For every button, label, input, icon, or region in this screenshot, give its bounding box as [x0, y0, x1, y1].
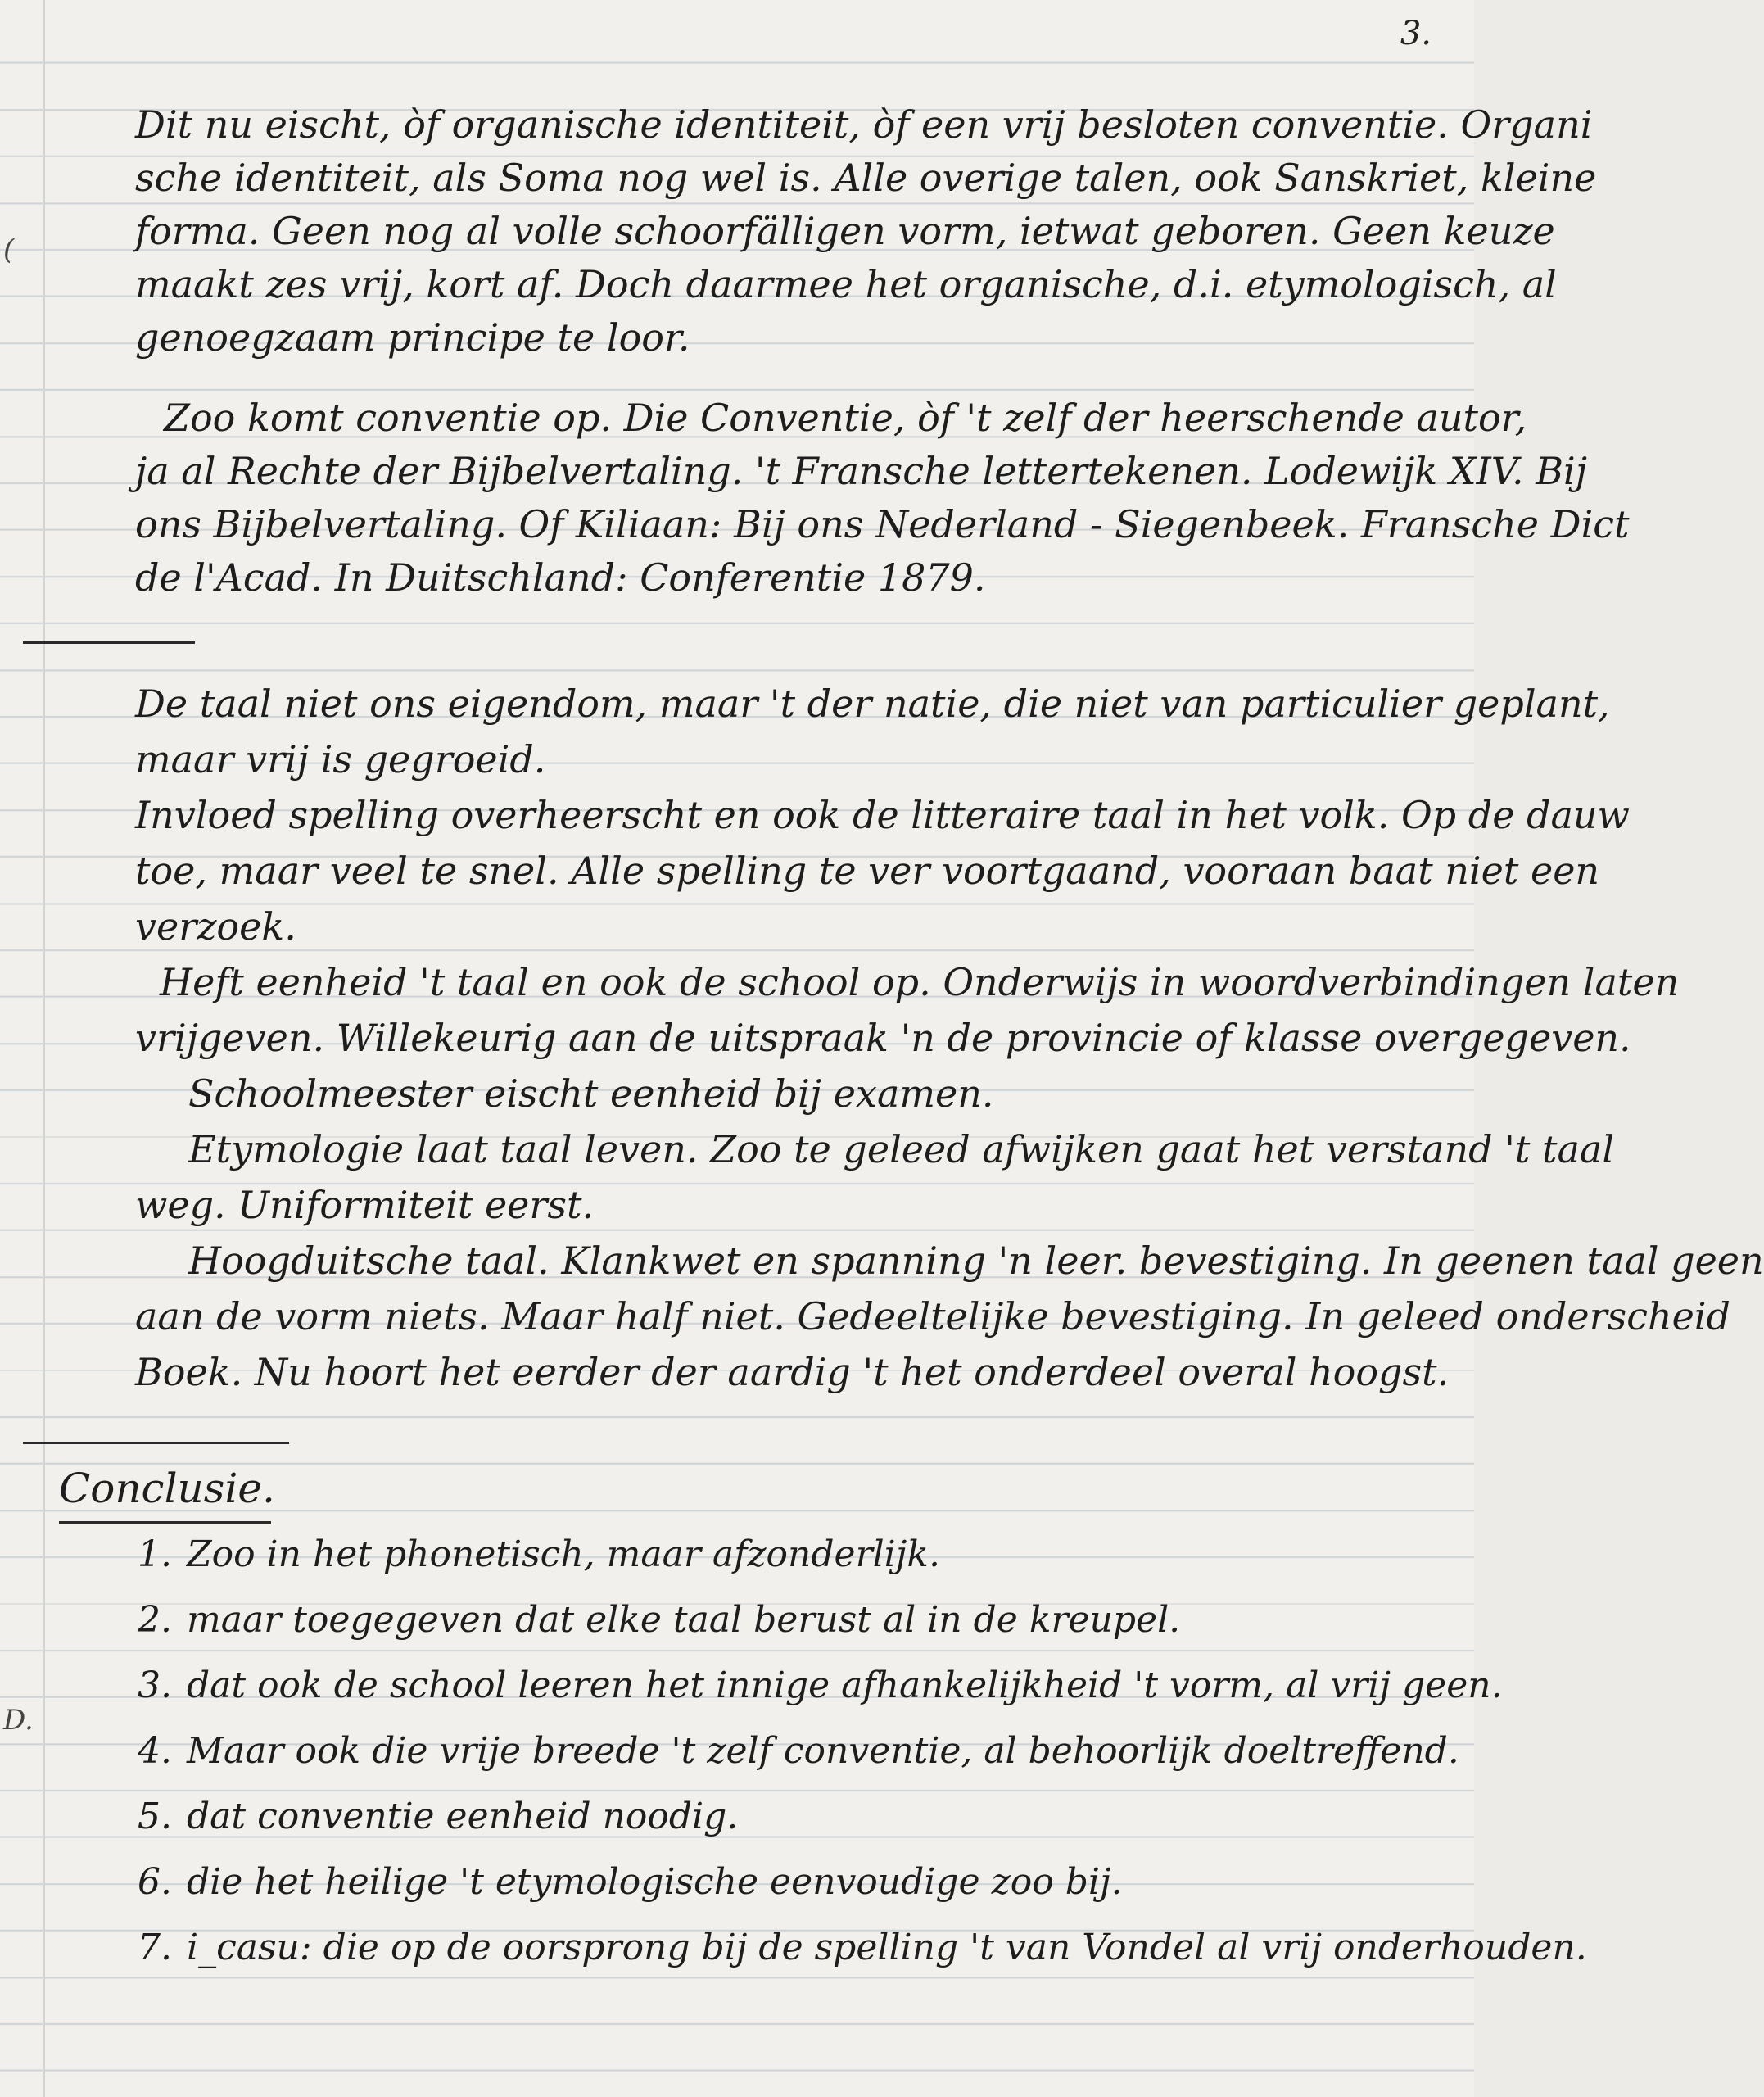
item-text: i_casu: die op de oorsprong bij de spelling 't van Vondel al vrij onderhouden.	[187, 1927, 1587, 1968]
page-number: 3.	[1400, 15, 1432, 52]
text-line: genoegzaam principe te loor.	[135, 315, 690, 360]
margin-mark: (	[3, 233, 15, 266]
text-line: De taal niet ons eigendom, maar 't der natie, die niet van particulier geplant,	[135, 682, 1610, 726]
text-line: weg. Uniformiteit eerst.	[135, 1183, 595, 1227]
conclusion-heading-text: Conclusie.	[59, 1465, 275, 1512]
text-line: toe, maar veel te snel. Alle spelling te ver voortgaand, vooraan baat niet een	[135, 849, 1600, 893]
text-line: Etymologie laat taal leven. Zoo te geleed afwijken gaat het verstand 't taal	[188, 1127, 1615, 1171]
text-line: Schoolmeester eischt eenheid bij examen.	[188, 1071, 994, 1116]
item-number: 4.	[138, 1730, 172, 1772]
paragraph-organisch	[135, 98, 1597, 365]
section-divider	[23, 641, 195, 644]
text-line: de l'Acad. In Duitschland: Conferentie 1879.	[135, 555, 986, 600]
conclusion-item	[138, 1784, 1448, 1850]
section-divider	[23, 1442, 289, 1444]
item-number: 5.	[138, 1796, 172, 1837]
margin-rule	[43, 0, 45, 2097]
text-line: Invloed spelling overheerscht en ook de litteraire taal in het volk. Op de dauw	[135, 793, 1630, 837]
item-number: 1.	[138, 1533, 172, 1575]
item-text: dat conventie eenheid noodig.	[187, 1796, 739, 1837]
text-line: vrijgeven. Willekeurig aan de uitspraak 'n de provincie of klasse overgegeven.	[135, 1016, 1631, 1060]
item-text: die het heilige 't etymologische eenvoudige zoo bij.	[187, 1861, 1123, 1903]
text-line: Heft eenheid 't taal en ook de school op. Onderwijs in woordverbindingen laten	[160, 960, 1680, 1004]
item-text: Zoo in het phonetisch, maar afzonderlijk.	[187, 1533, 941, 1575]
conclusion-heading	[59, 1465, 275, 1512]
item-number: 3.	[138, 1664, 172, 1706]
item-number: 7.	[138, 1927, 172, 1968]
text-line: ja al Rechte der Bijbelvertaling. 't Fransche lettertekenen. Lodewijk XIV. Bij	[135, 449, 1587, 493]
conclusion-item	[138, 1653, 1503, 1719]
text-line: Zoo komt conventie op. Die Conventie, òf 't zelf der heerschende autor,	[164, 396, 1527, 440]
text-line: forma. Geen nog al volle schoorfälligen vorm, ietwat geboren. Geen keuze	[135, 209, 1555, 253]
text-line: sche identiteit, als Soma nog wel is. Alle overige talen, ook Sanskriet, kleine	[135, 156, 1597, 200]
text-line: Dit nu eischt, òf organische identiteit, òf een vrij besloten conventie. Organi	[135, 102, 1593, 147]
item-text: maar toegegeven dat elke taal berust al in de kreupel.	[187, 1599, 1181, 1641]
margin-mark: D.	[3, 1704, 34, 1737]
paragraph-conventie	[135, 392, 1630, 605]
conclusion-list	[138, 1522, 1587, 1981]
text-line: maar vrij is gegroeid.	[135, 737, 546, 781]
text-line: maakt zes vrij, kort af. Doch daarmee het organische, d.i. etymologisch, al	[135, 262, 1557, 306]
item-text: dat ook de school leeren het innige afhankelijkheid 't vorm, al vrij geen.	[187, 1664, 1503, 1706]
text-line: aan de vorm niets. Maar half niet. Gedeeltelijke bevestiging. In geleed onderscheid	[135, 1294, 1730, 1338]
text-line: ons Bijbelvertaling. Of Kiliaan: Bij ons Nederland - Siegenbeek. Fransche Dict	[135, 502, 1630, 546]
conclusion-item	[138, 1915, 1587, 1981]
text-line: verzoek.	[135, 904, 296, 949]
text-line: Boek. Nu hoort het eerder der aardig 't het onderdeel overal hoogst.	[135, 1350, 1450, 1394]
conclusion-item	[138, 1850, 1448, 1915]
conclusion-item	[138, 1719, 1459, 1784]
paragraph-eigendom	[135, 676, 1764, 1400]
text-line: Hoogduitsche taal. Klankwet en spanning 'n leer. bevestiging. In geenen taal geen	[188, 1239, 1764, 1283]
item-number: 2.	[138, 1599, 172, 1641]
item-number: 6.	[138, 1861, 172, 1903]
item-text: Maar ook die vrije breede 't zelf conventie, al behoorlijk doeltreffend.	[187, 1730, 1459, 1772]
conclusion-item	[138, 1522, 1448, 1587]
conclusion-item	[138, 1587, 1448, 1653]
